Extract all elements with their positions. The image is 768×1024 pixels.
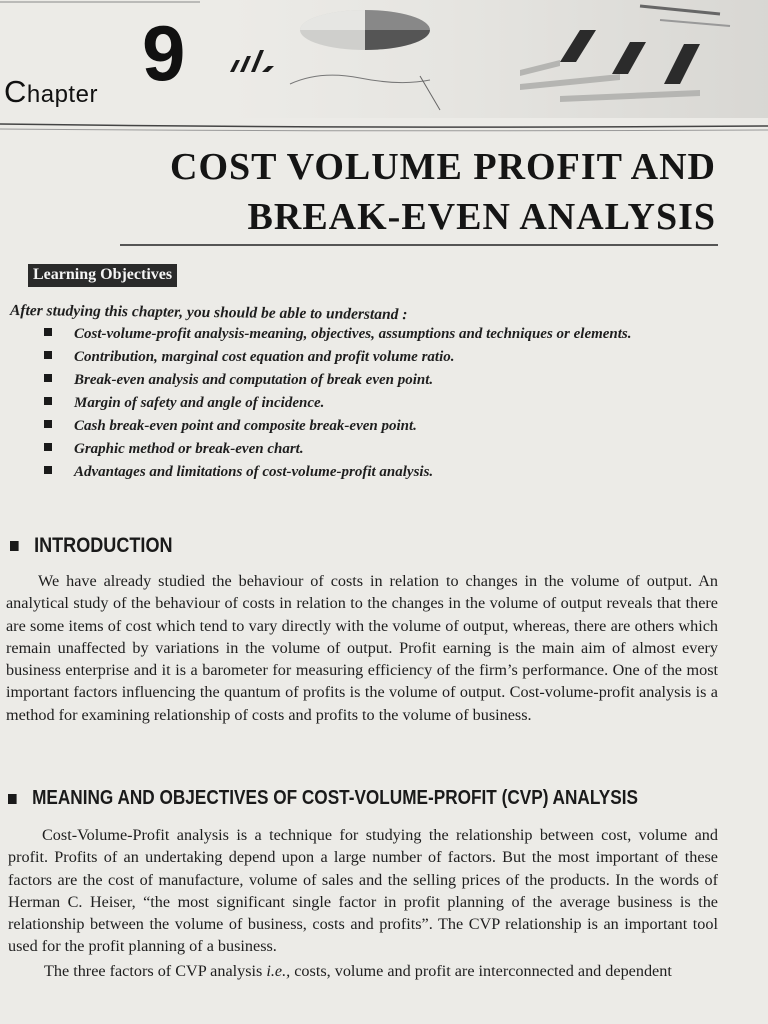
bullet-square-icon: [44, 397, 52, 405]
introduction-heading: INTRODUCTION: [10, 534, 173, 558]
chapter-title: [66, 142, 716, 242]
chapter-title-line-2: BREAK-EVEN ANALYSIS: [247, 196, 716, 238]
section-bullet-icon: [8, 794, 17, 804]
bullet-square-icon: [44, 351, 52, 359]
meaning-paragraph-1: Cost-Volume-Profit analysis is a technique for studying the relationship between cost, volume and profit. Profits of an undertaking depend upon a large number of factors. But the most important of these factors are the cost of manufacture, volume of sales and the selling prices of the products. In the words of Herman C. Heiser, “the most significant single factor in profit planning of the average business is the relationship between the volume of business, costs and profits”. The CVP relationship is an important tool used for the profit planning of a business.: [8, 826, 718, 956]
banner-divider: [0, 122, 768, 132]
objective-item: Graphic method or break-even chart.: [44, 441, 632, 464]
objective-item: Cost-volume-profit analysis-meaning, objectives, assumptions and techniques or elements.: [44, 326, 632, 349]
bar-chart-graphic: [560, 30, 700, 84]
objective-item: Advantages and limitations of cost-volume-profit analysis.: [44, 464, 632, 487]
objective-item: Cash break-even point and composite break-even point.: [44, 418, 632, 441]
bullet-square-icon: [44, 374, 52, 382]
pie-chart-icon: [300, 10, 430, 50]
learning-objectives-intro: After studying this chapter, you should be able to understand :: [9, 302, 408, 324]
meaning-paragraph-2: The three factors of CVP analysis i.e., costs, volume and profit are interconnected and dependent: [44, 962, 672, 980]
chapter-title-line-1: COST VOLUME PROFIT AND: [170, 146, 716, 188]
objective-item: Contribution, marginal cost equation and profit volume ratio.: [44, 349, 632, 372]
decorative-chart-graphics: [0, 0, 768, 132]
title-divider: [120, 244, 718, 246]
chapter-banner: [0, 0, 768, 132]
bullet-square-icon: [44, 466, 52, 474]
introduction-paragraph: We have already studied the behaviour of costs in relation to changes in the volume of output. An analytical study of the behaviour of costs in relation to the changes in the volume of output reveals that there are some items of cost which tend to vary directly with the volume of output, whereas, there are others which remain unaffected by variations in the volume of output. Profit earning is the main aim of almost every business enterprise and it is a barometer for measuring efficiency of the firm’s performance. One of the most important factors influencing the quantum of profits is the volume of output. Cost-volume-profit analysis is a method for examining relationship of costs and profits to the volume of business.: [6, 572, 718, 724]
bullet-square-icon: [44, 443, 52, 451]
bullet-square-icon: [44, 328, 52, 336]
objective-item: Margin of safety and angle of incidence.: [44, 395, 632, 418]
meaning-heading: MEANING AND OBJECTIVES OF COST-VOLUME-PROFIT (CVP) ANALYSIS: [8, 787, 638, 810]
learning-objectives-label: Learning Objectives: [28, 264, 177, 287]
bullet-square-icon: [44, 420, 52, 428]
objectives-list: [44, 326, 632, 487]
section-bullet-icon: [10, 541, 19, 551]
chapter-number: 9: [142, 9, 186, 97]
mini-bar-chart-icon: [230, 50, 274, 72]
objective-item: Break-even analysis and computation of break even point.: [44, 372, 632, 395]
chapter-label: Chapter: [4, 74, 98, 109]
